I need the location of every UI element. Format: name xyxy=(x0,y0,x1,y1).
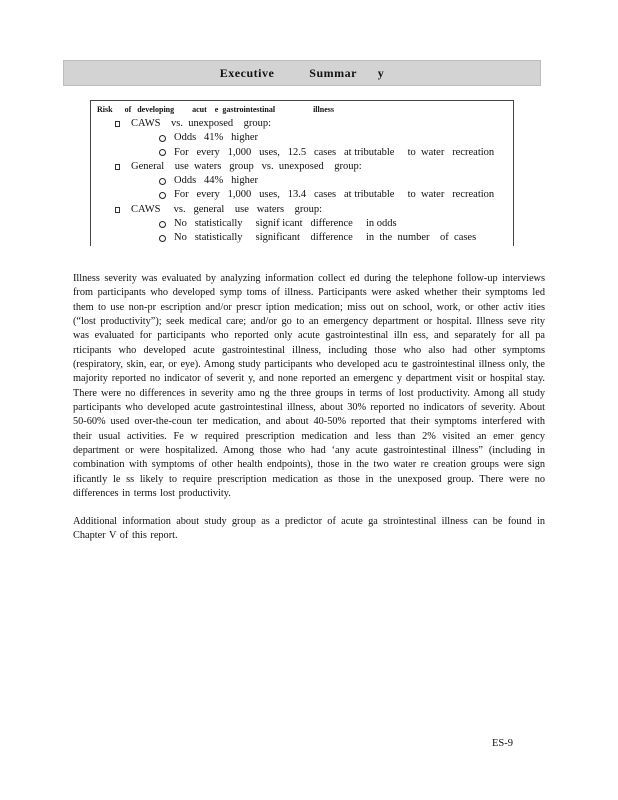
risk-group-general-vs-unexposed xyxy=(97,160,513,203)
circle-bullet-icon xyxy=(159,178,166,185)
square-bullet-icon xyxy=(115,207,120,213)
group-item: Odds 44% higher xyxy=(174,175,258,187)
page-title: Executive Summar y xyxy=(219,65,385,80)
group-item: For every 1,000 uses, 12.5 cases at tributable to water recreation xyxy=(174,146,495,158)
circle-bullet-icon xyxy=(159,235,166,242)
circle-bullet-icon xyxy=(159,149,166,156)
list-item xyxy=(97,217,513,231)
page-number: ES-9 xyxy=(492,738,513,749)
paragraph-additional-information: Additional information about study group as a predictor of acute ga strointestinal illness can be found in Chapter V of this report. xyxy=(73,515,545,541)
risk-box-title: Risk of developing acut e gastrointestinal illness xyxy=(97,105,334,114)
group-label: CAWS vs. general use waters group: xyxy=(131,203,323,215)
list-item xyxy=(97,231,513,245)
group-item: No statistically significant difference in the number of cases xyxy=(174,232,477,244)
list-item xyxy=(97,160,513,174)
header-bar xyxy=(63,60,541,86)
list-item xyxy=(97,174,513,188)
risk-group-caws-vs-general xyxy=(97,203,513,246)
list-item xyxy=(97,188,513,202)
group-item: For every 1,000 uses, 13.4 cases at tributable to water recreation xyxy=(174,189,495,201)
circle-bullet-icon xyxy=(159,135,166,142)
body-text xyxy=(73,272,545,543)
circle-bullet-icon xyxy=(159,192,166,199)
circle-bullet-icon xyxy=(159,221,166,228)
group-item: No statistically signif icant difference in odds xyxy=(174,218,397,230)
group-label: CAWS vs. unexposed group: xyxy=(131,118,272,129)
list-item xyxy=(97,203,513,217)
list-item xyxy=(97,146,513,160)
risk-group-caws-vs-unexposed xyxy=(97,117,513,160)
paragraph-illness-severity: Illness severity was evaluated by analyzing information collect ed during the telephone follow-up interviews from participants who developed symp toms of illness. Participants were asked whether their symptoms led them to use non-pr escription and/or prescr iption medication; miss out on school, work, or other activ ities (“lost productivity”); seek medical care; and/or go to an emergency department or hospital. Illness seve rity was evaluated for participants who reported only acute gastrointestinal illn ess, and separately for all pa rticipants who developed acute gastrointestinal illness, including those who also had other symptoms (respiratory, skin, ear, or eye). Among study participants who developed acu te gastrointestinal illness only, the majority reported no indicator of severit y, and none reported an emergenc y department visit or hospital stay. There were no differences in severity amo ng the three groups in terms of lost productivity. Among all study participants who developed acute gastrointestinal illness, about 30% reported no indicators of severity. About 50-60% used over-the-coun ter medication, and about 40-50% reported that their symptoms interfered with their usual activities. Fe w required prescription medication and less than 2% visited an emer gency department or were hospitalized. Among those who had ‘any acute gastrointestinal illness” (including in combination with symptoms of other health endpoints), those in the two water re creation groups were sign ificantly le ss likely to require prescription medication as those in the unexposed group. There were no differences in terms lost productivity. xyxy=(73,273,545,500)
list-item xyxy=(97,117,513,131)
group-label: General use waters group vs. unexposed group: xyxy=(131,160,362,172)
list-item xyxy=(97,131,513,145)
square-bullet-icon xyxy=(115,121,120,127)
group-item: Odds 41% higher xyxy=(174,132,258,144)
square-bullet-icon xyxy=(115,164,120,170)
risk-summary-box xyxy=(90,100,514,246)
